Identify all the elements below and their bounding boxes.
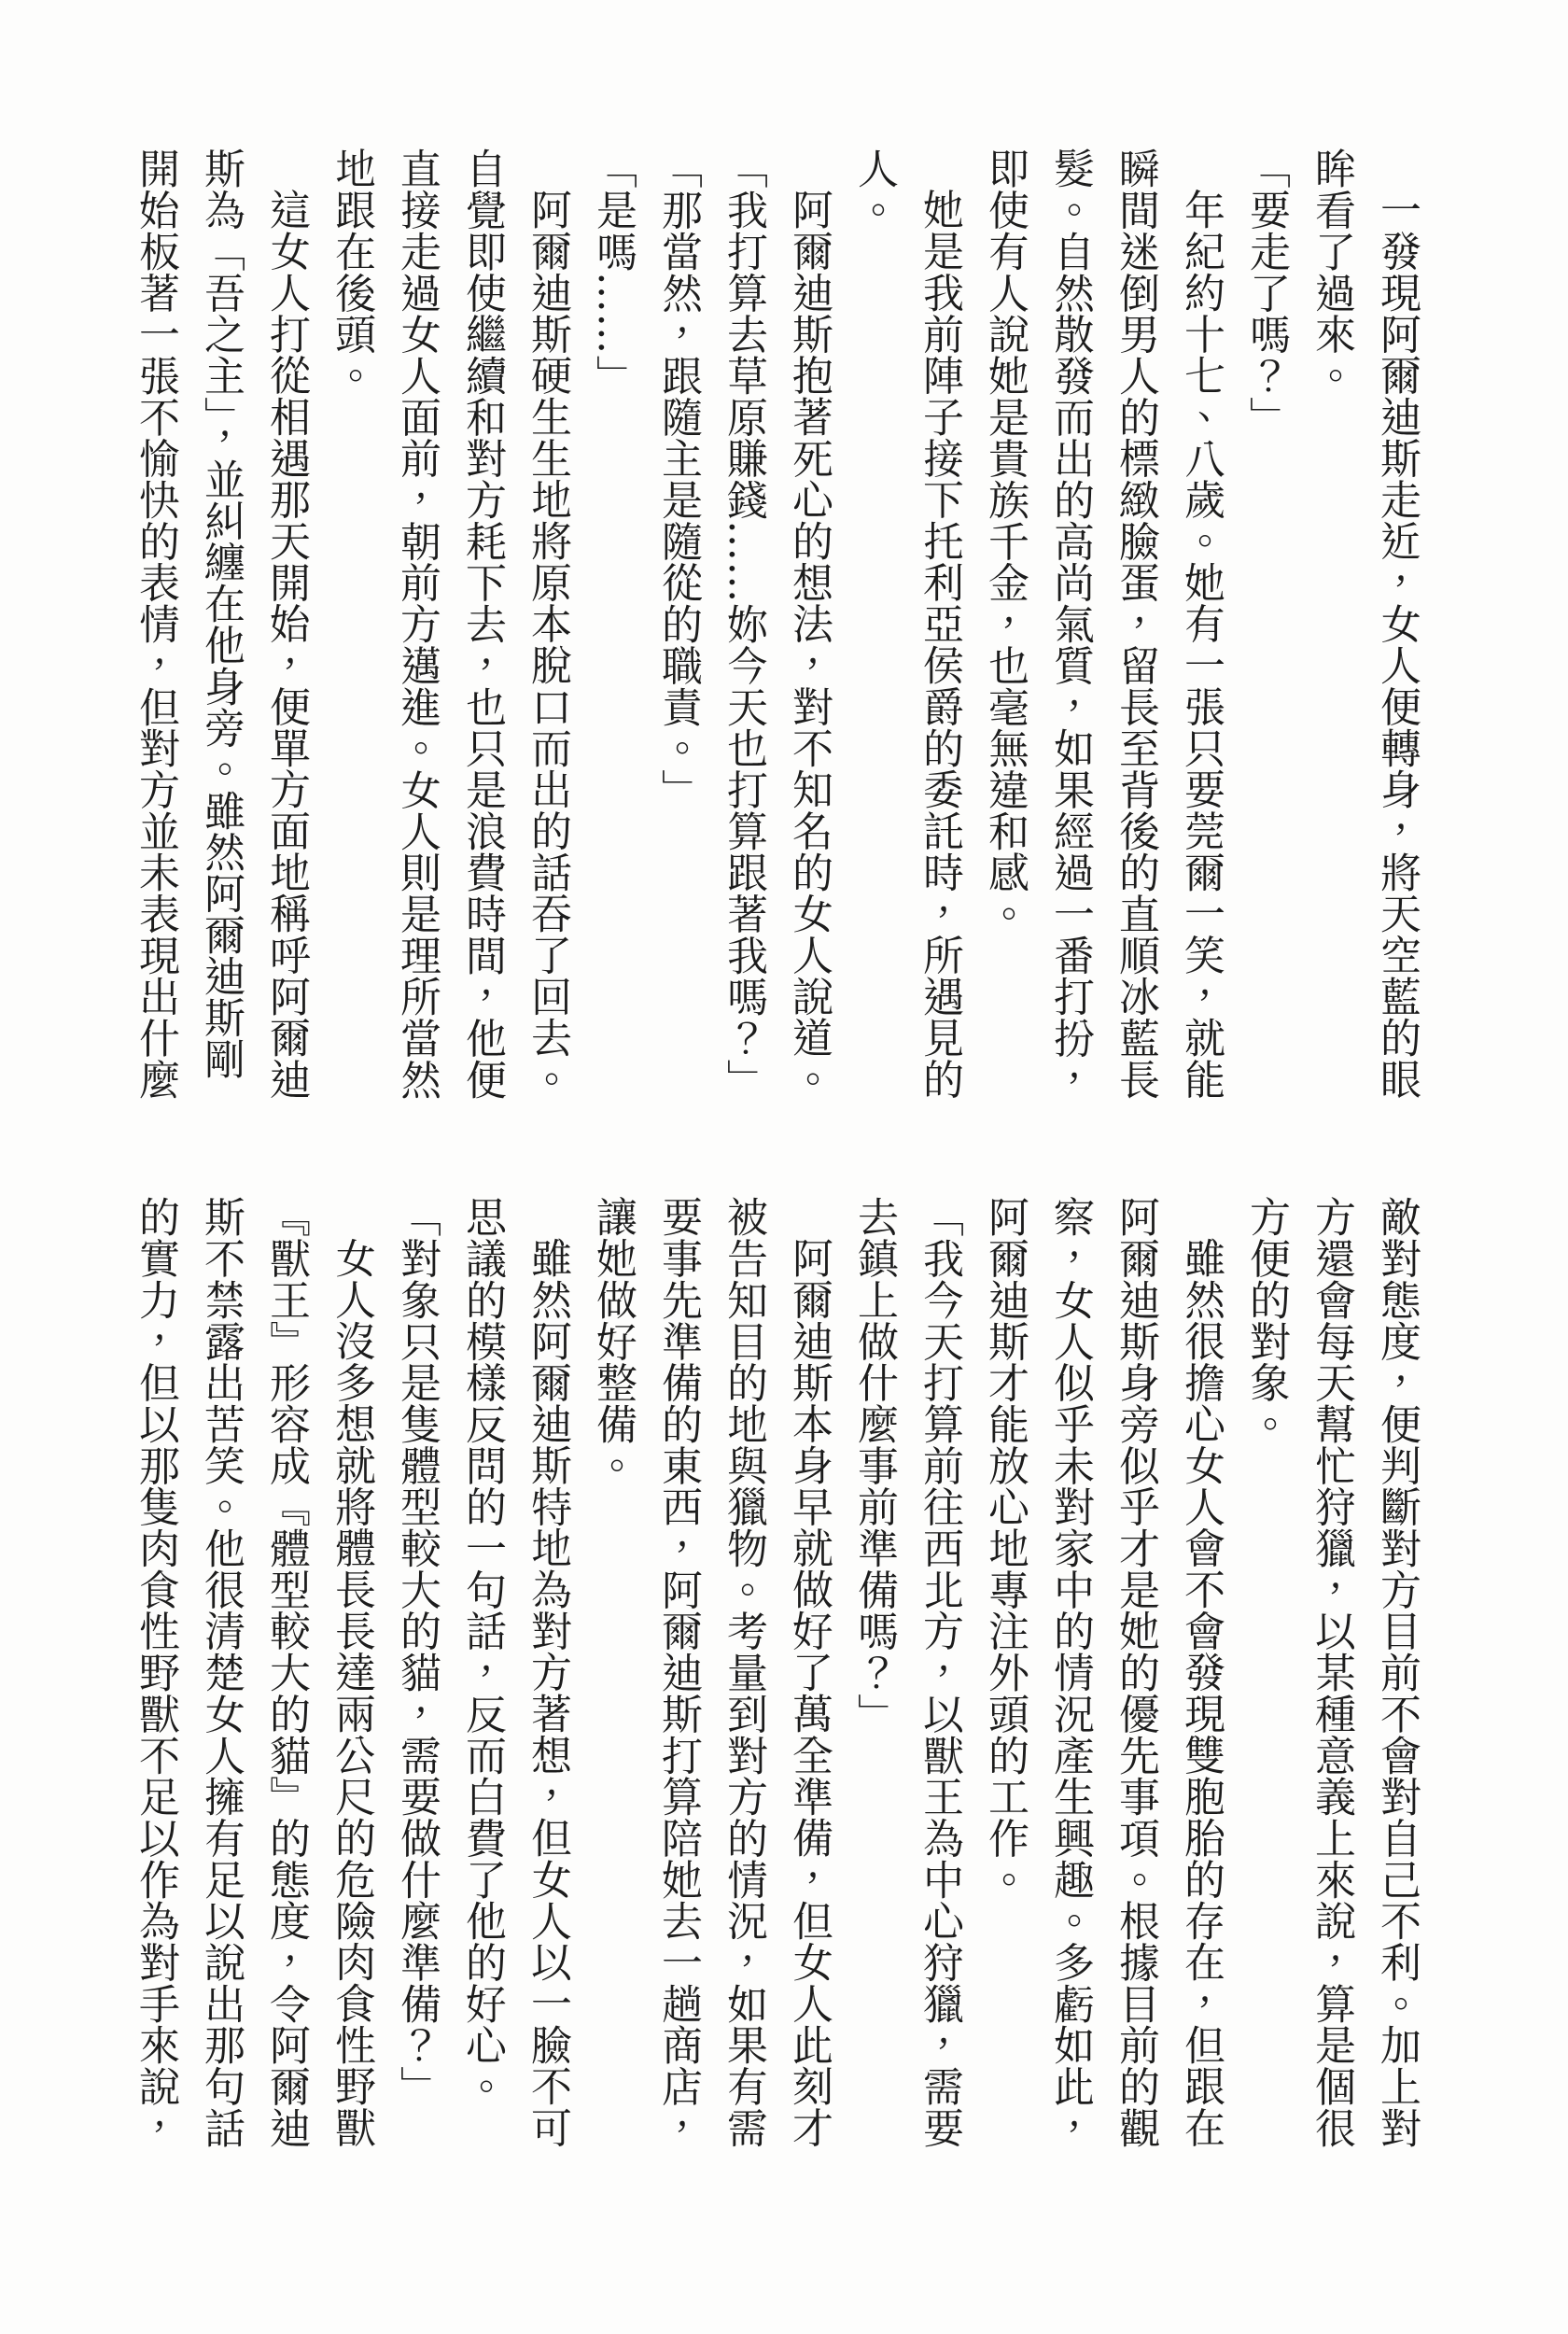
text-column: 人。: [850, 148, 898, 231]
text-column: 方還會每天幫忙狩獵，以某種意義上來說，算是個很: [1308, 1196, 1355, 2149]
text-column: 她是我前陣子接下托利亞侯爵的委託時，所遇見的: [916, 189, 963, 1100]
text-column: 直接走過女人面前，朝前方邁進。女人則是理所當然: [393, 148, 441, 1101]
text-column: 阿爾迪斯抱著死心的想法，對不知名的女人說道。: [785, 189, 833, 1100]
text-column: 去鎮上做什麼事前準備嗎？」: [850, 1196, 898, 1735]
text-column: 阿爾迪斯硬生生地將原本脫口而出的話吞了回去。: [524, 189, 571, 1100]
text-column: 「那當然，跟隨主是隨從的職責。」: [654, 148, 702, 810]
text-column: 的實力，但以那隻肉食性野獸不足以作為對手來說，: [132, 1196, 179, 2149]
text-column: 敵對態度，便判斷對方目前不會對自己不利。加上對: [1373, 1196, 1421, 2149]
text-column: 自覺即使繼續和對方耗下去，也只是浪費時間，他便: [458, 148, 506, 1101]
lower-page-text-block: [132, 1196, 1421, 2150]
text-column: 被告知目的地與獵物。考量到對方的情況，如果有需: [720, 1196, 767, 2149]
text-column: 雖然很擔心女人會不會發現雙胞胎的存在，但跟在: [1177, 1237, 1225, 2148]
text-column: 阿爾迪斯身旁似乎才是她的優先事項。根據目前的觀: [1112, 1196, 1159, 2149]
text-column: 雖然阿爾迪斯特地為對方著想，但女人以一臉不可: [524, 1237, 571, 2148]
text-column: 即使有人說她是貴族千金，也毫無違和感。: [981, 148, 1029, 935]
text-column: 要事先準備的東西，阿爾迪斯打算陪她去一趟商店，: [654, 1196, 702, 2149]
text-column: 「是嗎……」: [589, 148, 637, 397]
text-column: 「我今天打算前往西北方，以獸王為中心狩獵，需要: [916, 1196, 963, 2149]
text-column: 『獸王』形容成『體型較大的貓』的態度，令阿爾迪: [262, 1196, 310, 2149]
text-column: 方便的對象。: [1242, 1196, 1290, 1445]
text-column: 察，女人似乎未對家中的情況產生興趣。多虧如此，: [1046, 1196, 1094, 2149]
text-column: 思議的模樣反問的一句話，反而白費了他的好心。: [458, 1196, 506, 2107]
text-column: 開始板著一張不愉快的表情，但對方並未表現出什麼: [132, 148, 179, 1101]
text-column: 地跟在後頭。: [328, 148, 375, 397]
text-column: 讓她做好整備。: [589, 1196, 637, 1486]
text-column: 瞬間迷倒男人的標緻臉蛋，留長至背後的直順冰藍長: [1112, 148, 1159, 1101]
text-column: 「我打算去草原賺錢……妳今天也打算跟著我嗎？」: [720, 148, 767, 1101]
text-column: 年紀約十七、八歲。她有一張只要莞爾一笑，就能: [1177, 189, 1225, 1100]
text-column: 眸看了過來。: [1308, 148, 1355, 397]
text-column: 女人沒多想就將體長長達兩公尺的危險肉食性野獸: [328, 1237, 375, 2148]
text-column: 阿爾迪斯才能放心地專注外頭的工作。: [981, 1196, 1029, 1900]
text-column: 髮。自然散發而出的高尚氣質，如果經過一番打扮，: [1046, 148, 1094, 1101]
text-column: 「對象只是隻體型較大的貓，需要做什麼準備？」: [393, 1196, 441, 2107]
text-column: 斯不禁露出苦笑。他很清楚女人擁有足以說出那句話: [197, 1196, 245, 2149]
text-column: 一發現阿爾迪斯走近，女人便轉身，將天空藍的眼: [1373, 189, 1421, 1100]
text-column: 斯為「吾之主」，並糾纏在他身旁。雖然阿爾迪斯剛: [197, 148, 245, 1080]
text-column: 阿爾迪斯本身早就做好了萬全準備，但女人此刻才: [785, 1237, 833, 2148]
upper-page-text-block: [132, 148, 1421, 1102]
text-column: 這女人打從相遇那天開始，便單方面地稱呼阿爾迪: [262, 189, 310, 1100]
text-column: 「要走了嗎？」: [1242, 148, 1290, 438]
